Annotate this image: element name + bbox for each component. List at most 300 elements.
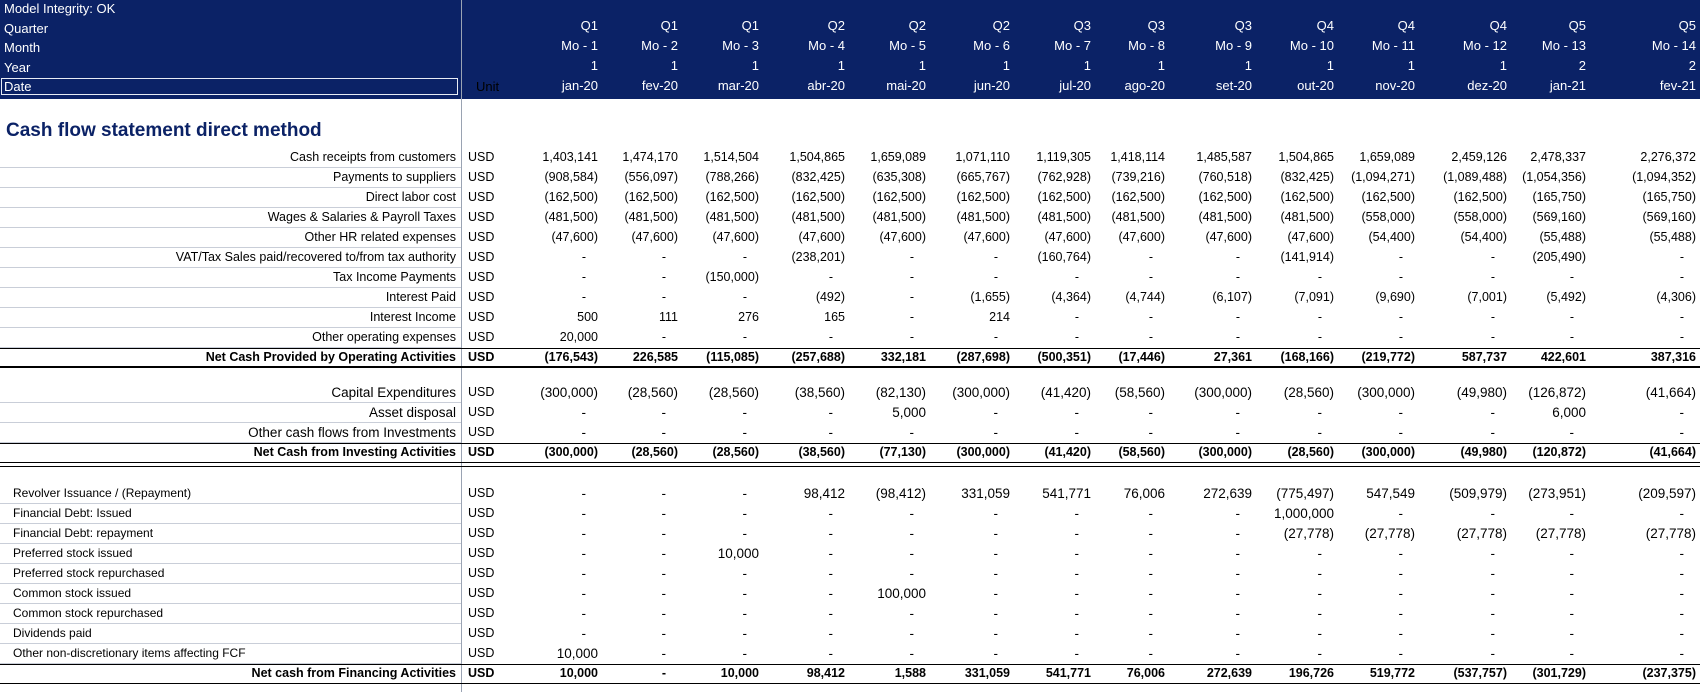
header-date-cell[interactable]: fev-20 xyxy=(641,78,678,93)
value-cell[interactable]: (300,000) xyxy=(544,445,598,459)
value-cell[interactable]: (47,600) xyxy=(1287,230,1334,244)
value-cell[interactable]: - xyxy=(909,626,914,641)
unit-cell[interactable]: USD xyxy=(468,486,495,500)
value-cell[interactable]: (47,600) xyxy=(963,230,1010,244)
value-cell[interactable]: (47,600) xyxy=(1205,230,1252,244)
value-cell[interactable]: - xyxy=(661,586,666,601)
value-cell[interactable]: (760,518) xyxy=(1198,170,1252,184)
value-cell[interactable]: (205,490) xyxy=(1532,250,1586,264)
value-cell[interactable]: (558,000) xyxy=(1361,210,1415,224)
row-label[interactable]: Cash receipts from customers xyxy=(289,150,456,164)
unit-cell[interactable]: USD xyxy=(468,310,495,324)
value-cell[interactable]: (6,107) xyxy=(1212,290,1252,304)
value-cell[interactable]: - xyxy=(1317,606,1322,621)
value-cell[interactable]: (27,778) xyxy=(1364,526,1415,541)
value-cell[interactable]: (481,500) xyxy=(956,210,1010,224)
value-cell[interactable]: - xyxy=(993,646,998,661)
value-cell[interactable]: (9,690) xyxy=(1375,290,1415,304)
value-cell[interactable]: - xyxy=(1148,310,1153,324)
value-cell[interactable]: - xyxy=(1398,250,1403,264)
header-year-cell[interactable]: 1 xyxy=(1157,58,1165,73)
unit-cell[interactable]: USD xyxy=(468,425,495,439)
header-date-cell[interactable]: jul-20 xyxy=(1059,78,1091,93)
value-cell[interactable]: - xyxy=(742,506,747,521)
value-cell[interactable]: - xyxy=(1490,270,1495,284)
value-cell[interactable]: 5,000 xyxy=(892,405,926,420)
value-cell[interactable]: - xyxy=(742,606,747,621)
value-cell[interactable]: - xyxy=(1490,425,1495,440)
value-cell[interactable]: - xyxy=(909,526,914,541)
value-cell[interactable]: - xyxy=(742,405,747,420)
value-cell[interactable]: - xyxy=(828,330,833,344)
value-cell[interactable]: - xyxy=(1148,250,1153,264)
unit-cell[interactable]: USD xyxy=(468,385,495,399)
value-cell[interactable]: - xyxy=(1317,546,1322,561)
header-quarter-cell[interactable]: Q5 xyxy=(1678,18,1696,33)
value-cell[interactable]: 196,726 xyxy=(1288,666,1334,680)
value-cell[interactable]: 332,181 xyxy=(880,350,926,364)
value-cell[interactable]: 165 xyxy=(824,310,845,324)
value-cell[interactable]: - xyxy=(909,290,914,304)
unit-header[interactable]: Unit xyxy=(476,79,500,94)
row-label[interactable]: Financial Debt: repayment xyxy=(13,526,154,540)
value-cell[interactable]: (115,085) xyxy=(706,350,759,364)
value-cell[interactable]: (162,500) xyxy=(705,190,759,204)
value-cell[interactable]: (49,980) xyxy=(1456,385,1507,400)
month-row-label[interactable]: Month xyxy=(4,40,41,55)
value-cell[interactable]: - xyxy=(1398,546,1403,561)
value-cell[interactable]: - xyxy=(1679,270,1684,284)
header-month-cell[interactable]: Mo - 14 xyxy=(1651,38,1696,53)
value-cell[interactable]: - xyxy=(1148,626,1153,641)
value-cell[interactable]: (47,600) xyxy=(1044,230,1091,244)
value-cell[interactable]: (1,089,488) xyxy=(1443,170,1507,184)
value-cell[interactable]: 214 xyxy=(989,310,1010,324)
value-cell[interactable]: - xyxy=(1679,425,1684,440)
value-cell[interactable]: - xyxy=(742,250,747,264)
value-cell[interactable]: - xyxy=(581,405,586,420)
header-month-cell[interactable]: Mo - 4 xyxy=(808,38,845,53)
value-cell[interactable]: - xyxy=(1074,526,1079,541)
header-year-cell[interactable]: 1 xyxy=(1407,58,1415,73)
value-cell[interactable]: - xyxy=(1074,310,1079,324)
value-cell[interactable]: - xyxy=(581,506,586,521)
value-cell[interactable]: - xyxy=(993,586,998,601)
value-cell[interactable]: (58,560) xyxy=(1114,385,1165,400)
value-cell[interactable]: (1,054,356) xyxy=(1522,170,1586,184)
header-date-cell[interactable]: fev-21 xyxy=(1659,78,1696,93)
value-cell[interactable]: 1,474,170 xyxy=(622,150,678,164)
value-cell[interactable]: - xyxy=(909,425,914,440)
unit-cell[interactable]: USD xyxy=(468,405,495,419)
header-quarter-cell[interactable]: Q2 xyxy=(992,18,1010,33)
header-year-cell[interactable]: 1 xyxy=(1002,58,1010,73)
value-cell[interactable]: - xyxy=(993,250,998,264)
value-cell[interactable]: 10,000 xyxy=(556,646,598,661)
value-cell[interactable]: (481,500) xyxy=(1198,210,1252,224)
value-cell[interactable]: 2,459,126 xyxy=(1451,150,1507,164)
unit-cell[interactable]: USD xyxy=(468,445,495,459)
value-cell[interactable]: - xyxy=(1148,425,1153,440)
value-cell[interactable]: 1,588 xyxy=(894,666,926,680)
header-year-cell[interactable]: 1 xyxy=(918,58,926,73)
value-cell[interactable]: (5,492) xyxy=(1546,290,1586,304)
value-cell[interactable]: - xyxy=(1679,250,1684,264)
row-label[interactable]: Preferred stock issued xyxy=(13,546,133,560)
value-cell[interactable]: - xyxy=(1317,626,1322,641)
value-cell[interactable]: (38,560) xyxy=(794,385,845,400)
header-date-cell[interactable]: mar-20 xyxy=(717,78,759,93)
value-cell[interactable]: - xyxy=(1679,405,1684,420)
value-cell[interactable]: (492) xyxy=(815,290,845,304)
value-cell[interactable]: - xyxy=(1569,270,1574,284)
value-cell[interactable]: (41,664) xyxy=(1649,445,1696,459)
value-cell[interactable]: - xyxy=(993,526,998,541)
value-cell[interactable]: - xyxy=(1074,425,1079,440)
value-cell[interactable]: - xyxy=(742,566,747,581)
header-year-cell[interactable]: 1 xyxy=(751,58,759,73)
row-label[interactable]: Other HR related expenses xyxy=(304,230,456,244)
value-cell[interactable]: - xyxy=(1679,546,1684,561)
value-cell[interactable]: - xyxy=(661,566,666,581)
unit-cell[interactable]: USD xyxy=(468,230,495,244)
value-cell[interactable]: (55,488) xyxy=(1649,230,1696,244)
value-cell[interactable]: - xyxy=(661,526,666,541)
value-cell[interactable]: - xyxy=(909,566,914,581)
header-quarter-cell[interactable]: Q1 xyxy=(660,18,678,33)
value-cell[interactable]: (27,778) xyxy=(1456,526,1507,541)
value-cell[interactable]: - xyxy=(909,270,914,284)
value-cell[interactable]: - xyxy=(993,270,998,284)
value-cell[interactable]: - xyxy=(1398,506,1403,521)
header-year-cell[interactable]: 2 xyxy=(1688,58,1696,73)
value-cell[interactable]: - xyxy=(1398,606,1403,621)
value-cell[interactable]: (300,000) xyxy=(1198,445,1252,459)
row-label[interactable]: Payments to suppliers xyxy=(333,170,456,184)
header-date-cell[interactable]: abr-20 xyxy=(807,78,845,93)
value-cell[interactable]: (1,655) xyxy=(970,290,1010,304)
value-cell[interactable]: 519,772 xyxy=(1369,666,1415,680)
unit-cell[interactable]: USD xyxy=(468,330,495,344)
value-cell[interactable]: (41,420) xyxy=(1044,445,1091,459)
row-label[interactable]: Common stock repurchased xyxy=(13,606,164,620)
value-cell[interactable]: (7,091) xyxy=(1294,290,1334,304)
value-cell[interactable]: - xyxy=(581,290,586,304)
value-cell[interactable]: 1,000,000 xyxy=(1273,506,1334,521)
header-date-cell[interactable]: dez-20 xyxy=(1467,78,1507,93)
value-cell[interactable]: - xyxy=(661,486,666,501)
value-cell[interactable]: - xyxy=(1569,506,1574,521)
value-cell[interactable]: (141,914) xyxy=(1280,250,1334,264)
value-cell[interactable]: - xyxy=(1490,250,1495,264)
value-cell[interactable]: 1,504,865 xyxy=(789,150,845,164)
value-cell[interactable]: (126,872) xyxy=(1528,385,1586,400)
value-cell[interactable]: 1,418,114 xyxy=(1110,150,1165,164)
value-cell[interactable]: 111 xyxy=(658,310,678,324)
unit-cell[interactable]: USD xyxy=(468,566,495,580)
value-cell[interactable]: - xyxy=(1074,586,1079,601)
value-cell[interactable]: 1,403,141 xyxy=(542,150,598,164)
year-row-label[interactable]: Year xyxy=(4,60,31,75)
value-cell[interactable]: 6,000 xyxy=(1552,405,1586,420)
value-cell[interactable]: - xyxy=(909,250,914,264)
value-cell[interactable]: (4,306) xyxy=(1656,290,1696,304)
value-cell[interactable]: - xyxy=(828,606,833,621)
value-cell[interactable]: - xyxy=(1235,330,1240,344)
value-cell[interactable]: - xyxy=(1235,606,1240,621)
value-cell[interactable]: - xyxy=(581,546,586,561)
value-cell[interactable]: - xyxy=(581,566,586,581)
value-cell[interactable]: - xyxy=(742,646,747,661)
value-cell[interactable]: (47,600) xyxy=(712,230,759,244)
row-label[interactable]: Dividends paid xyxy=(13,626,92,640)
value-cell[interactable]: - xyxy=(1569,546,1574,561)
value-cell[interactable]: - xyxy=(828,566,833,581)
value-cell[interactable]: 2,478,337 xyxy=(1530,150,1586,164)
value-cell[interactable]: - xyxy=(909,506,914,521)
value-cell[interactable]: - xyxy=(1235,546,1240,561)
value-cell[interactable]: 76,006 xyxy=(1126,666,1165,680)
value-cell[interactable]: (300,000) xyxy=(1194,385,1252,400)
value-cell[interactable]: - xyxy=(1679,626,1684,641)
value-cell[interactable]: (28,560) xyxy=(627,385,678,400)
value-cell[interactable]: - xyxy=(1235,506,1240,521)
value-cell[interactable]: - xyxy=(1569,310,1574,324)
value-cell[interactable]: (47,600) xyxy=(879,230,926,244)
value-cell[interactable]: (569,160) xyxy=(1642,210,1696,224)
value-cell[interactable]: 1,119,305 xyxy=(1036,150,1091,164)
value-cell[interactable]: (287,698) xyxy=(956,350,1010,364)
value-cell[interactable]: (4,364) xyxy=(1051,290,1091,304)
value-cell[interactable]: (47,600) xyxy=(798,230,845,244)
date-row-label[interactable]: Date xyxy=(4,79,32,94)
value-cell[interactable]: - xyxy=(1569,330,1574,344)
value-cell[interactable]: - xyxy=(1074,566,1079,581)
value-cell[interactable]: - xyxy=(661,546,666,561)
header-date-cell[interactable]: out-20 xyxy=(1297,78,1334,93)
header-year-cell[interactable]: 1 xyxy=(837,58,845,73)
value-cell[interactable]: (77,130) xyxy=(879,445,926,459)
value-cell[interactable]: - xyxy=(742,526,747,541)
value-cell[interactable]: - xyxy=(993,405,998,420)
value-cell[interactable]: - xyxy=(1490,626,1495,641)
value-cell[interactable]: (162,500) xyxy=(624,190,678,204)
value-cell[interactable]: - xyxy=(742,486,747,501)
value-cell[interactable]: - xyxy=(742,626,747,641)
row-label[interactable]: Other cash flows from Investments xyxy=(248,425,456,440)
unit-cell[interactable]: USD xyxy=(468,586,495,600)
value-cell[interactable]: - xyxy=(993,606,998,621)
value-cell[interactable]: - xyxy=(1074,405,1079,420)
value-cell[interactable]: - xyxy=(1490,646,1495,661)
value-cell[interactable]: - xyxy=(1235,425,1240,440)
header-year-cell[interactable]: 1 xyxy=(1499,58,1507,73)
value-cell[interactable]: - xyxy=(1398,310,1403,324)
value-cell[interactable]: (38,560) xyxy=(798,445,845,459)
value-cell[interactable]: - xyxy=(828,526,833,541)
value-cell[interactable]: 541,771 xyxy=(1045,666,1091,680)
unit-cell[interactable]: USD xyxy=(468,606,495,620)
value-cell[interactable]: - xyxy=(1490,506,1495,521)
header-date-cell[interactable]: mai-20 xyxy=(886,78,926,93)
value-cell[interactable]: - xyxy=(909,606,914,621)
row-label[interactable]: Common stock issued xyxy=(13,586,132,600)
value-cell[interactable]: (162,500) xyxy=(1280,190,1334,204)
value-cell[interactable]: - xyxy=(1148,566,1153,581)
header-month-cell[interactable]: Mo - 5 xyxy=(889,38,926,53)
value-cell[interactable]: - xyxy=(1490,546,1495,561)
header-month-cell[interactable]: Mo - 10 xyxy=(1289,38,1334,53)
value-cell[interactable]: (98,412) xyxy=(875,486,926,501)
header-quarter-cell[interactable]: Q4 xyxy=(1397,18,1415,33)
value-cell[interactable]: (1,094,271) xyxy=(1351,170,1415,184)
value-cell[interactable]: - xyxy=(1569,626,1574,641)
value-cell[interactable]: (481,500) xyxy=(1280,210,1334,224)
value-cell[interactable]: - xyxy=(828,626,833,641)
header-date-cell[interactable]: jan-20 xyxy=(561,78,598,93)
value-cell[interactable]: - xyxy=(1235,526,1240,541)
value-cell[interactable]: - xyxy=(1148,405,1153,420)
value-cell[interactable]: - xyxy=(828,270,833,284)
value-cell[interactable]: - xyxy=(1679,586,1684,601)
value-cell[interactable]: - xyxy=(1569,646,1574,661)
value-cell[interactable]: - xyxy=(909,330,914,344)
header-month-cell[interactable]: Mo - 11 xyxy=(1371,38,1415,53)
value-cell[interactable]: - xyxy=(661,646,666,661)
row-label[interactable]: Asset disposal xyxy=(368,405,456,420)
row-label[interactable]: Tax Income Payments xyxy=(333,270,456,284)
row-label[interactable]: Net cash from Financing Activities xyxy=(251,666,456,680)
header-year-cell[interactable]: 1 xyxy=(1244,58,1252,73)
header-month-cell[interactable]: Mo - 13 xyxy=(1541,38,1586,53)
value-cell[interactable]: - xyxy=(661,606,666,621)
value-cell[interactable]: - xyxy=(1235,586,1240,601)
value-cell[interactable]: (41,420) xyxy=(1040,385,1091,400)
value-cell[interactable]: (162,500) xyxy=(1037,190,1091,204)
value-cell[interactable]: - xyxy=(1317,646,1322,661)
value-cell[interactable]: - xyxy=(828,405,833,420)
header-quarter-cell[interactable]: Q2 xyxy=(827,18,845,33)
value-cell[interactable]: (481,500) xyxy=(624,210,678,224)
value-cell[interactable]: (556,097) xyxy=(624,170,678,184)
value-cell[interactable]: 98,412 xyxy=(806,666,845,680)
value-cell[interactable]: - xyxy=(1235,405,1240,420)
value-cell[interactable]: 27,361 xyxy=(1213,350,1252,364)
value-cell[interactable]: 1,659,089 xyxy=(1359,150,1415,164)
value-cell[interactable]: (209,597) xyxy=(1638,486,1696,501)
value-cell[interactable]: - xyxy=(661,290,666,304)
value-cell[interactable]: (908,584) xyxy=(544,170,598,184)
value-cell[interactable]: (300,000) xyxy=(1361,445,1415,459)
value-cell[interactable]: 20,000 xyxy=(559,330,598,344)
value-cell[interactable]: - xyxy=(1569,586,1574,601)
unit-cell[interactable]: USD xyxy=(468,666,495,680)
row-label[interactable]: Financial Debt: Issued xyxy=(13,506,132,520)
value-cell[interactable]: (162,500) xyxy=(872,190,926,204)
value-cell[interactable]: - xyxy=(661,626,666,641)
value-cell[interactable]: - xyxy=(1398,405,1403,420)
value-cell[interactable]: - xyxy=(1235,626,1240,641)
value-cell[interactable]: 331,059 xyxy=(964,666,1010,680)
value-cell[interactable]: - xyxy=(1679,330,1684,344)
quarter-row-label[interactable]: Quarter xyxy=(4,21,49,36)
header-month-cell[interactable]: Mo - 3 xyxy=(722,38,759,53)
value-cell[interactable]: - xyxy=(1317,586,1322,601)
value-cell[interactable]: - xyxy=(1398,566,1403,581)
value-cell[interactable]: 76,006 xyxy=(1123,486,1165,501)
value-cell[interactable]: - xyxy=(1679,506,1684,521)
value-cell[interactable]: (28,560) xyxy=(1283,385,1334,400)
value-cell[interactable]: - xyxy=(742,330,747,344)
value-cell[interactable]: 10,000 xyxy=(717,546,759,561)
value-cell[interactable]: (300,000) xyxy=(956,445,1010,459)
value-cell[interactable]: (569,160) xyxy=(1532,210,1586,224)
unit-cell[interactable]: USD xyxy=(468,170,495,184)
value-cell[interactable]: - xyxy=(1235,566,1240,581)
value-cell[interactable]: - xyxy=(581,270,586,284)
value-cell[interactable]: - xyxy=(1490,330,1495,344)
header-year-cell[interactable]: 1 xyxy=(670,58,678,73)
value-cell[interactable]: (762,928) xyxy=(1037,170,1091,184)
value-cell[interactable]: - xyxy=(993,506,998,521)
value-cell[interactable]: (237,375) xyxy=(1642,666,1696,680)
value-cell[interactable]: - xyxy=(1148,526,1153,541)
value-cell[interactable]: - xyxy=(828,546,833,561)
value-cell[interactable]: - xyxy=(1074,606,1079,621)
value-cell[interactable]: (509,979) xyxy=(1449,486,1507,501)
value-cell[interactable]: (82,130) xyxy=(875,385,926,400)
value-cell[interactable]: (162,500) xyxy=(1361,190,1415,204)
value-cell[interactable]: 226,585 xyxy=(632,350,678,364)
value-cell[interactable]: - xyxy=(1490,586,1495,601)
value-cell[interactable]: - xyxy=(828,646,833,661)
unit-cell[interactable]: USD xyxy=(468,250,495,264)
value-cell[interactable]: (47,600) xyxy=(631,230,678,244)
header-month-cell[interactable]: Mo - 7 xyxy=(1054,38,1091,53)
value-cell[interactable]: (120,872) xyxy=(1532,445,1586,459)
unit-cell[interactable]: USD xyxy=(468,546,495,560)
value-cell[interactable]: 98,412 xyxy=(803,486,845,501)
value-cell[interactable]: 500 xyxy=(577,310,598,324)
value-cell[interactable]: - xyxy=(1074,646,1079,661)
value-cell[interactable]: 1,071,110 xyxy=(955,150,1010,164)
row-label[interactable]: Direct labor cost xyxy=(365,190,456,204)
value-cell[interactable]: 276 xyxy=(738,310,759,324)
value-cell[interactable]: - xyxy=(1679,566,1684,581)
value-cell[interactable]: - xyxy=(1148,586,1153,601)
value-cell[interactable]: 331,059 xyxy=(961,486,1010,501)
row-label[interactable]: Capital Expenditures xyxy=(331,385,456,400)
value-cell[interactable]: - xyxy=(1235,310,1240,324)
value-cell[interactable]: - xyxy=(1398,425,1403,440)
value-cell[interactable]: - xyxy=(1235,646,1240,661)
value-cell[interactable]: (162,500) xyxy=(791,190,845,204)
value-cell[interactable]: (832,425) xyxy=(791,170,845,184)
header-quarter-cell[interactable]: Q4 xyxy=(1316,18,1334,33)
row-label[interactable]: Net Cash Provided by Operating Activities xyxy=(205,350,456,364)
value-cell[interactable]: - xyxy=(661,270,666,284)
value-cell[interactable]: - xyxy=(1398,270,1403,284)
value-cell[interactable]: - xyxy=(1569,566,1574,581)
value-cell[interactable]: (481,500) xyxy=(1037,210,1091,224)
row-label[interactable]: Interest Paid xyxy=(385,290,456,304)
header-date-cell[interactable]: jan-21 xyxy=(1549,78,1586,93)
value-cell[interactable]: - xyxy=(1074,270,1079,284)
value-cell[interactable]: - xyxy=(1317,566,1322,581)
value-cell[interactable]: - xyxy=(993,626,998,641)
unit-cell[interactable]: USD xyxy=(468,626,495,640)
value-cell[interactable]: 422,601 xyxy=(1540,350,1586,364)
